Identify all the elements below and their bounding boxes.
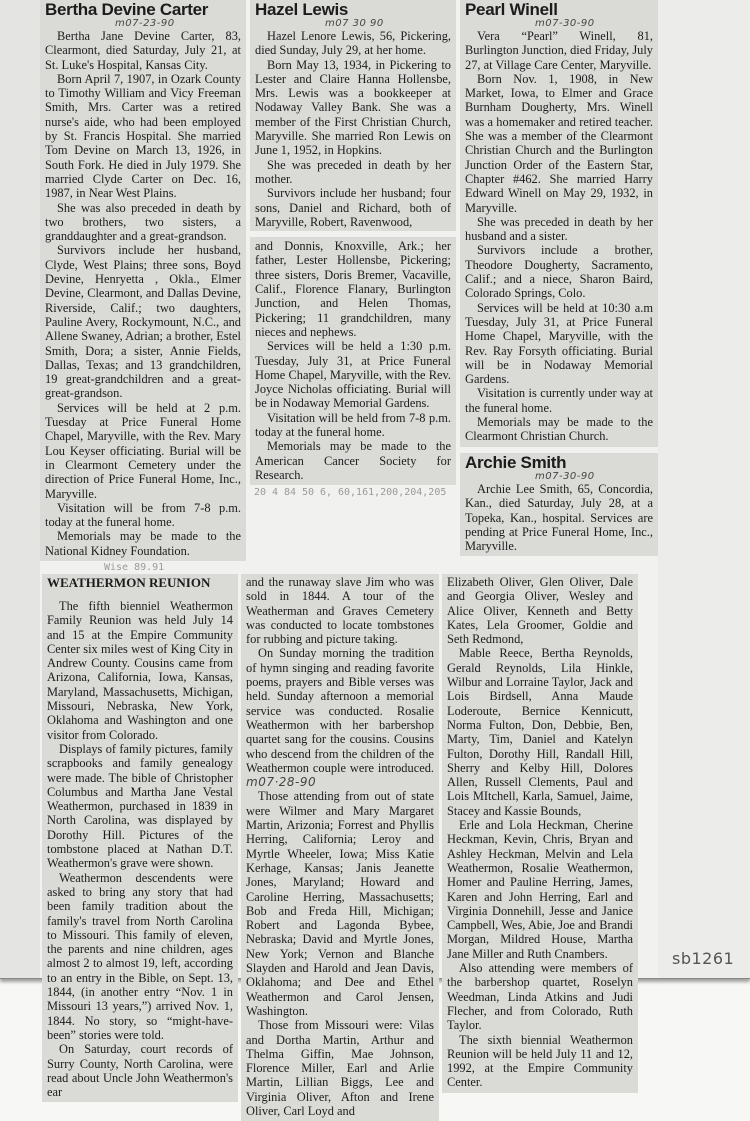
paragraph: Vera “Pearl” Winell, 81, Burlington Junction, died Friday, July 27, at Village Care Center, Maryville. bbox=[465, 29, 653, 72]
margin-note: 50 bbox=[302, 487, 315, 498]
obituary-archie-smith bbox=[460, 453, 658, 556]
handwritten-date: m07 30 90 bbox=[325, 18, 384, 29]
paragraph: Visitation is currently under way at the funeral home. bbox=[465, 386, 653, 415]
paragraph: Archie Lee Smith, 65, Concordia, Kan., died Saturday, July 28, at a Topeka, Kan., hospital. Services are pending at Price Funeral Home, Inc., Maryville. bbox=[465, 482, 653, 554]
paragraph: and the runaway slave Jim who was sold in 1844. A tour of the Weatherman and Graves Cemetery was conducted to locate tombstones for rubbing and picture taking. bbox=[246, 575, 434, 647]
paragraph: Those from Missouri were: Vilas and Dortha Martin, Arthur and Thelma Giffin, Mae Johnson, Florence Miller, Earl and Arlie Martin, Lillian Biggs, Lee and Virginia Oliver, Afton and Irene Oliver, Carl Loyd and bbox=[246, 1018, 434, 1118]
right-margin bbox=[658, 0, 750, 978]
paragraph: Born Nov. 1, 1908, in New Market, Iowa, to Elmer and Grace Burnham Dougherty, Mrs. Winell was a homemaker and retired teacher. She was a member of the Clearmont Christian Church and the Burlington Junction Order of the Eastern Star, Chapter #462. She married Harry Edward Winell on May 29, 1932, in Maryville. bbox=[465, 71, 653, 215]
paragraph: Memorials may be made to the Clearmont Christian Church. bbox=[465, 415, 653, 444]
paragraph: Born April 7, 1907, in Ozark County to Timothy William and Vicy Freeman Smith, Mrs. Carter was a retired nurse's aide, who had been employed by St. Francis Hospital. She married Tom Devine on March 13, 1926, in South Fork. He died in July 1979. She married Clyde Carter on Dec. 16, 1987, in Near West Plains. bbox=[45, 71, 241, 201]
handwritten-date: m07-30-90 bbox=[535, 18, 595, 29]
paragraph: She was preceded in death by her husband and a sister. bbox=[465, 214, 653, 244]
paragraph: Memorials may be made to the American Cancer Society for Research. bbox=[255, 439, 451, 482]
reunion-column-2 bbox=[241, 574, 439, 1121]
paragraph: She was preceded in death by her mother. bbox=[255, 157, 451, 186]
paragraph: Survivors include a brother, Theodore Dougherty, Sacramento, Calif.; and a niece, Sharon Baird, Colorado Springs, Colo. bbox=[465, 243, 653, 301]
margin-note: 4 bbox=[272, 487, 279, 498]
paragraph: Also attending were members of the barbershop quartet, Roselyn Weedman, Linda Atkins and Judi Flecher, and from Colorado, Ruth Taylor. bbox=[447, 961, 633, 1033]
paragraph: Erle and Lola Heckman, Cherine Heckman, Kevin, Chris, Bryan and Ashley Heckman, Melvin and Lela Weathermon, Rosalie Weathermon, Homer and Pauline Herring, James, Karen and John Herring, Earl and Virginia Donnehill, Jesse and Janice Campbell, Wes, Abie, Joe and Brandi Morgan, Mildred House, Martha Jane Miller and Ruth Cnambers. bbox=[447, 818, 633, 961]
paragraph-text: On Sunday morning the tradition of hymn singing and reading favorite poems, prayers and Bible verses was held. Sunday afternoon a memorial service was conducted. Rosalie Weathermon with her barbershop quartet sang for the cousins. Cousins who descend from the children of the Weathermon couple were introduced. bbox=[246, 646, 434, 775]
reunion-column-3 bbox=[442, 574, 638, 1093]
paragraph: Survivors include her husband; four sons, Daniel and Richard, both of Maryville, Robert, Ravenwood, bbox=[255, 186, 451, 229]
margin-note: 20 bbox=[254, 487, 267, 498]
paragraph bbox=[246, 646, 434, 789]
left-margin bbox=[0, 0, 40, 978]
paragraph: Visitation will be from 7-8 p.m. today at the funeral home. bbox=[45, 500, 241, 530]
obituary-bertha-carter bbox=[40, 0, 246, 561]
paragraph: Services will be held a 1:30 p.m. Tuesday, July 31, at Price Funeral Home Chapel, Maryville, with the Rev. Joyce Nicholas officiating. Burial will be in Nodaway Memorial Gardens. bbox=[255, 339, 451, 411]
handwritten-date: m07-23-90 bbox=[115, 18, 175, 29]
handwritten-date: m07-30-90 bbox=[535, 471, 595, 482]
obituary-title: Bertha Devine Carter bbox=[45, 0, 209, 19]
paragraph: and Donnis, Knoxville, Ark.; her father, Lester Hollensbe, Pickering; three sisters, Doris Bremer, Vacaville, Calif., Florence Flanary, Burlington Junction, and Helen Thomas, Pickering; 11 grandchildren, many nieces and nephews. bbox=[255, 239, 451, 339]
paragraph: On Saturday, court records of Surry County, North Carolina, were read about Uncle John Weathermon's ear bbox=[47, 1042, 233, 1100]
paragraph: Hazel Lenore Lewis, 56, Pickering, died Sunday, July 29, at her home. bbox=[255, 29, 451, 58]
paragraph: Survivors include her husband, Clyde, West Plains; three sons, Boyd Devine, Henryetta , Okla., Elmer Devine, Clearmont, and Dallas Devine, Riverside, Calif.; two daughters, Pauline Avery, Rockymount, N.C., and Allene Swaney, Adrian; a brother, Estel Smith, Dora; a sister, Annie Fields, Dallas, Texas; and 13 grandchildren, 19 great-grandchildren and a great-great-grandson. bbox=[45, 243, 241, 401]
paragraph: Those attending from out of state were Wilmer and Mary Margaret Martin, Arizonia; Forrest and Phyllis Herring, California; Leroy and Myrtle Wheeler, Iowa; Miss Katie Kerhage, Kansas; Janis Jeanette Jones, Maryland; Howard and Caroline Herring, Massachusetts; Bob and Freda Hill, Michigan; Robert and Lagonda Bybee, Nebraska; David and Myrtle Jones, New York; Vernon and Blanche Slayden and Harold and Jean Davis, Oklahoma; and Dee and Ethel Weathermon and Carol Jensen, Washington. bbox=[246, 789, 434, 1018]
handwritten-date: m07·28-90 bbox=[246, 775, 317, 790]
obituary-title: Archie Smith bbox=[465, 453, 567, 472]
margin-note: 84 bbox=[284, 487, 297, 498]
reunion-column-1 bbox=[42, 574, 238, 1102]
page-numbers-note: 60,161,200,204,205 bbox=[338, 487, 447, 498]
margin-note: 6, bbox=[320, 487, 333, 498]
paragraph: She was also preceded in death by two brothers, two sisters, a granddaughter and a great-grandson. bbox=[45, 200, 241, 244]
paragraph: The sixth biennial Weathermon Reunion will be held July 11 and 12, 1992, at the Empire Community Center. bbox=[447, 1032, 633, 1090]
obituary-title: Hazel Lewis bbox=[255, 0, 349, 19]
paragraph: Services will be held at 2 p.m. Tuesday at Price Funeral Home Chapel, Maryville, with the Rev. Mary Lou Keyser officiating. Burial will be in Clearmont Cemetery under the direction of Price Funeral Home, Inc., Maryville. bbox=[45, 400, 241, 501]
obituary-title: Pearl Winell bbox=[465, 0, 558, 19]
obituary-hazel-lewis bbox=[250, 0, 456, 485]
paragraph: Weathermon descendents were asked to bring any story that had been family tradition about the family's travel from North Carolina to Missouri. This family of eleven, the parents and nine children, ages almost 2 to almost 19, left, according to an entry in the Bible, on Sept. 13, 1844, (in another entry “Nov. 1 in Missouri 13 years,”) arrived Nov. 1, 1844. No story, so “might-have-been” stories were told. bbox=[47, 870, 233, 1042]
obituary-pearl-winell bbox=[460, 0, 658, 447]
catalog-number: sb1261 bbox=[672, 949, 735, 968]
paragraph: Displays of family pictures, family scrapbooks and family genealogy were made. The bible of Christopher Columbus and Martha Jane Vestal Weathermon, purchased in 1839 in North Carolina, was displayed by Dorothy Hill. Pictures of the tombstone placed at Nathan D.T. Weathermon's grave were shown. bbox=[47, 741, 233, 871]
article-title: WEATHERMON REUNION bbox=[47, 575, 211, 590]
stamp: Wise 89.91 bbox=[104, 562, 165, 573]
paragraph: Born May 13, 1934, in Pickering to Lester and Claire Hanna Hollensbe, Mrs. Lewis was a bookkeeper at Nodaway Valley Bank. She was a member of the First Christian Church, Maryville. She married Ron Lewis on June 1, 1952, in Hopkins. bbox=[255, 57, 451, 158]
paragraph: Memorials may be made to the National Kidney Foundation. bbox=[45, 529, 241, 558]
clipping-seam bbox=[250, 231, 456, 237]
paragraph: Mable Reece, Bertha Reynolds, Gerald Reynolds, Lila Hinkle, Wilbur and Lorraine Taylor, Jack and Lois Birdsell, Anna Maude Loderoute, Bernice Kennicutt, Norma Fulton, Don, Debbie, Ben, Marty, Tim, Daniel and Katelyn Fulton, Dorothy Hill, Randall Hill, Sherry and Kelby Hill, Dolores Allen, Russell Clements, Paul and Lois MItchell, Karla, Samuel, Jaime, Stacey and Kassie Bounds, bbox=[447, 646, 633, 818]
paragraph: Bertha Jane Devine Carter, 83, Clearmont, died Saturday, July 21, at St. Luke's Hospital, Kansas City. bbox=[45, 29, 241, 72]
paragraph: Services will be held at 10:30 a.m Tuesday, July 31, at Price Funeral Home Chapel, Maryville, with the Rev. Ray Forsyth officiating. Burial will be in Nodaway Memorial Gardens. bbox=[465, 300, 653, 387]
paragraph: Visitation will be held from 7-8 p.m. today at the funeral home. bbox=[255, 410, 451, 440]
paragraph: Elizabeth Oliver, Glen Oliver, Dale and Georgia Oliver, Wesley and Alice Oliver, Kenneth and Betty Kates, Lela Groomer, Goldie and Seth Redmond, bbox=[447, 575, 633, 647]
paragraph: The fifth bienniel Weathermon Family Reunion was held July 14 and 15 at the Empire Community Center six miles west of King City in Andrew County. Cousins came from Arizona, California, Iowa, Kansas, Maryland, Massachusetts, Michigan, Missouri, Nebraska, New York, Oklahoma and Washington and one visitor from Colorado. bbox=[47, 599, 233, 742]
